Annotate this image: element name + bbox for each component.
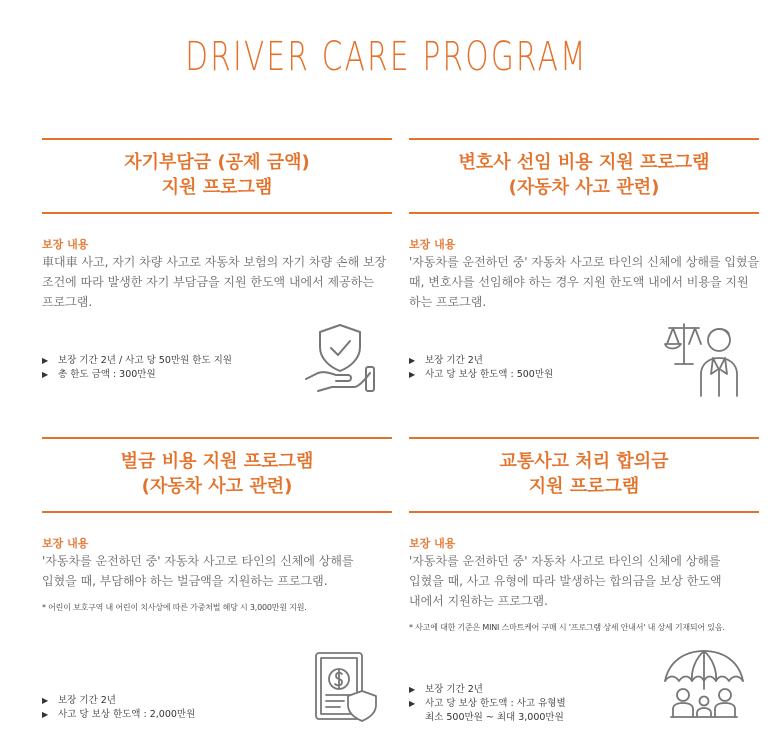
divider [42, 511, 392, 513]
triangle-bullet-icon: ▶ [409, 370, 416, 379]
bullet-item: ▶ 보장 기간 2년 [409, 355, 483, 366]
divider [409, 138, 759, 140]
bullet-item: ▶ 사고 당 보상 한도액 : 500만원 [409, 369, 554, 380]
desc-line: 車대車 사고, 자기 차량 사고로 자동차 보험의 자기 차량 손해 보장 [42, 255, 387, 269]
program-card-fine [42, 437, 392, 737]
card-title-line2: 지원 프로그램 [528, 476, 640, 497]
desc-line: 하는 프로그램. [409, 295, 487, 309]
desc-line: 입혔을 때, 사고 유형에 따라 발생하는 합의금을 보상 한도액 [409, 574, 722, 588]
card-title-line1: 자기부담금 (공제 금액) [124, 152, 310, 173]
triangle-bullet-icon: ▶ [42, 696, 49, 705]
desc-line: 프로그램. [42, 295, 93, 309]
triangle-bullet-icon: ▶ [42, 710, 49, 719]
desc-line: 입혔을 때, 부담해야 하는 벌금액을 지원하는 프로그램. [42, 574, 328, 588]
triangle-bullet-icon: ▶ [42, 370, 49, 379]
triangle-bullet-icon: ▶ [42, 356, 49, 365]
program-card-lawyer [409, 138, 759, 398]
coverage-label: 보장 내용 [409, 537, 456, 550]
program-card-settlement [409, 437, 759, 737]
desc-line: 때, 변호사를 선임해야 하는 경우 지원 한도액 내에서 비용을 지원 [409, 275, 749, 289]
triangle-bullet-icon: ▶ [409, 699, 416, 708]
card-title-line1: 변호사 선임 비용 지원 프로그램 [458, 152, 710, 173]
coverage-description [409, 252, 764, 312]
desc-line: '자동차를 운전하던 중' 자동차 사고로 타인의 신체에 상해를 [409, 554, 721, 568]
coverage-label: 보장 내용 [409, 238, 456, 251]
divider [42, 437, 392, 439]
umbrella-family-icon [661, 647, 747, 721]
card-title [409, 150, 759, 200]
coverage-description [409, 551, 764, 611]
bullet-item: ▶ 사고 당 보상 한도액 : 2,000만원 [42, 709, 196, 720]
coverage-bullets [42, 354, 232, 382]
divider [42, 138, 392, 140]
page-title: DRIVER CARE PROGRAM [185, 34, 588, 80]
card-title-line2: (자동차 사고 관련) [141, 476, 293, 497]
bullet-item: ▶ 총 한도 금액 : 300만원 [42, 369, 156, 380]
desc-line: 내에서 지원하는 프로그램. [409, 594, 548, 608]
coverage-bullets [42, 694, 195, 722]
triangle-bullet-icon: ▶ [409, 685, 416, 694]
hand-shield-check-icon [302, 321, 378, 395]
card-title-line2: (자동차 사고 관련) [508, 177, 660, 198]
lawyer-scales-icon [661, 318, 745, 398]
bullet-sub-line: 최소 500만원 ~ 최대 3,000만원 [425, 712, 564, 723]
card-title-line1: 교통사고 처리 합의금 [499, 451, 669, 472]
bullet-item: ▶ 보장 기간 2년 / 사고 당 50만원 한도 지원 [42, 355, 232, 366]
program-card-deductible [42, 138, 392, 398]
coverage-label: 보장 내용 [42, 238, 89, 251]
divider [409, 437, 759, 439]
desc-line: '자동차를 운전하던 중' 자동차 사고로 타인의 신체에 상해를 [42, 554, 354, 568]
divider [409, 511, 759, 513]
bullet-item: ▶ 보장 기간 2년 [42, 695, 116, 706]
desc-line: '자동차를 운전하던 중' 자동차 사고로 타인의 신체에 상해를 입혔을 [409, 255, 760, 269]
card-title-line2: 지원 프로그램 [161, 177, 273, 198]
footnote: * 어린이 보호구역 내 어린이 치사상에 따른 가중처벌 해당 시 3,000만원 지원. [42, 603, 307, 612]
coverage-bullets [409, 354, 553, 382]
divider [42, 212, 392, 214]
coverage-description [42, 551, 397, 591]
card-title [409, 449, 759, 499]
footnote: * 사고에 대한 기준은 MINI 스마트케어 구매 시 '프로그램 상세 안내서' 내 상세 기재되어 있음. [409, 623, 725, 632]
money-document-shield-icon [312, 649, 380, 725]
bullet-item: ▶ 보장 기간 2년 [409, 684, 483, 695]
coverage-bullets [409, 683, 566, 725]
bullet-item: ▶ 사고 당 보상 한도액 : 사고 유형별 최소 500만원 ~ 최대 3,000만원 [409, 698, 566, 723]
card-title-line1: 벌금 비용 지원 프로그램 [120, 451, 314, 472]
card-title [42, 150, 392, 200]
desc-line: 조건에 따라 발생한 자기 부담금을 지원 한도액 내에서 제공하는 [42, 275, 374, 289]
triangle-bullet-icon: ▶ [409, 356, 416, 365]
coverage-description [42, 252, 397, 312]
card-title [42, 449, 392, 499]
coverage-label: 보장 내용 [42, 537, 89, 550]
divider [409, 212, 759, 214]
